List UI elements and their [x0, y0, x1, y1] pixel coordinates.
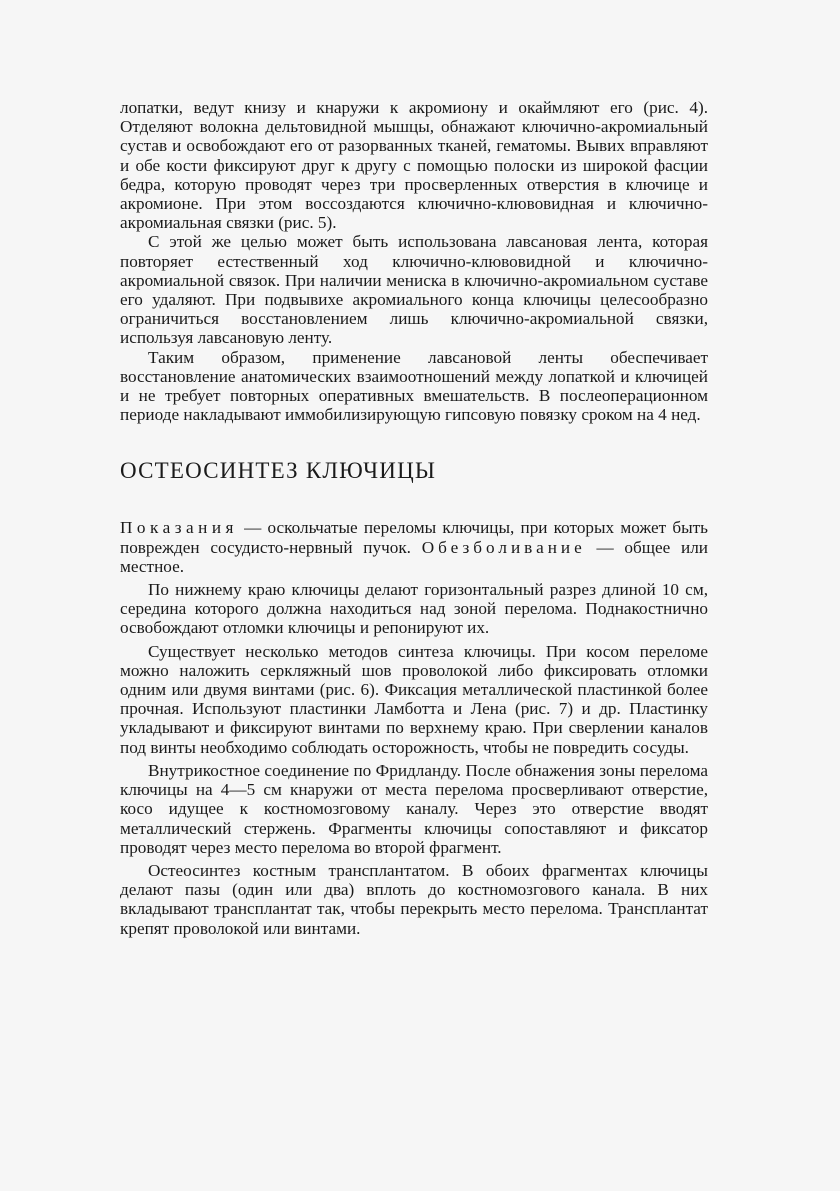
anesthesia-text: — общее или местное.	[120, 537, 708, 576]
indications-label: Показания	[120, 518, 238, 538]
body-text	[120, 98, 708, 938]
paragraph-friedland: Внутрикостное соединение по Фридланду. После обнажения зоны перелома ключицы на 4—5 см кнаружи от места перелома просверливают отверстие, косо идущее к костномозговому каналу. Через это отверстие вводят металлический стержень. Фрагменты ключицы сопоставляют и фиксатор проводят через место перелома во второй фрагмент.	[120, 760, 708, 857]
indications-text: — оскольчатые переломы ключицы, при которых может быть поврежден сосудисто-нервный пучок.	[120, 518, 708, 557]
section-heading: ОСТЕОСИНТЕЗ КЛЮЧИЦЫ	[120, 458, 437, 484]
paragraph-lavsan-tape: С этой же целью может быть использована лавсановая лента, которая повторяет естественный ход ключично-клювовидной и ключично-акромиальной связок. При наличии мениска в ключично-акромиальном суставе его удаляют. При подвывихе акромиального конца ключицы целесообразно ограничиться восстановлением лишь ключично-акромиальной связки, используя лавсановую ленту.	[120, 232, 708, 348]
anesthesia-label: Обезболивание	[421, 537, 586, 557]
paragraph-synthesis-methods: Существует несколько методов синтеза ключицы. При косом переломе можно наложить серкляжный шов проволокой либо фиксировать отломки одним или двумя винтами (рис. 6). Фиксация металлической пластинкой более прочная. Используют пластинки Ламботта и Лена (рис. 7) и др. Пластинку укладывают и фиксируют винтами по верхнему краю. При сверлении каналов под винты необходимо соблюдать осторожность, чтобы не повредить сосуды.	[120, 641, 708, 757]
paragraph-continuation: лопатки, ведут книзу и кнаружи к акромиону и окаймляют его (рис. 4). Отделяют волокна дельтовидной мышцы, обнажают ключично-акромиальный сустав и освобождают его от разорванных тканей, гематомы. Вывих вправляют и обе кости фиксируют друг к другу с помощью полоски из широкой фасции бедра, которую проводят через три просверленных отверстия в ключице и акромионе. При этом воссоздаются ключично-клювовидная и ключично-акромиальная связки (рис. 5).	[120, 98, 708, 233]
paragraph-bone-graft: Остеосинтез костным трансплантатом. В обоих фрагментах ключицы делают пазы (один или два) вплоть до костномозгового канала. В них вкладывают трансплантат так, чтобы перекрыть место перелома. Трансплантат крепят проволокой или винтами.	[120, 860, 708, 938]
paragraph-conclusion: Таким образом, применение лавсановой ленты обеспечивает восстановление анатомических взаимоотношений между лопаткой и ключицей и не требует повторных оперативных вмешательств. В послеоперационном периоде накладывают иммобилизирующую гипсовую повязку сроком на 4 нед.	[120, 347, 708, 425]
paragraph-indications	[120, 518, 708, 576]
paragraph-incision: По нижнему краю ключицы делают горизонтальный разрез длиной 10 см, середина которого должна находиться над зоной перелома. Поднакостнично освобождают отломки ключицы и репонируют их.	[120, 580, 708, 638]
